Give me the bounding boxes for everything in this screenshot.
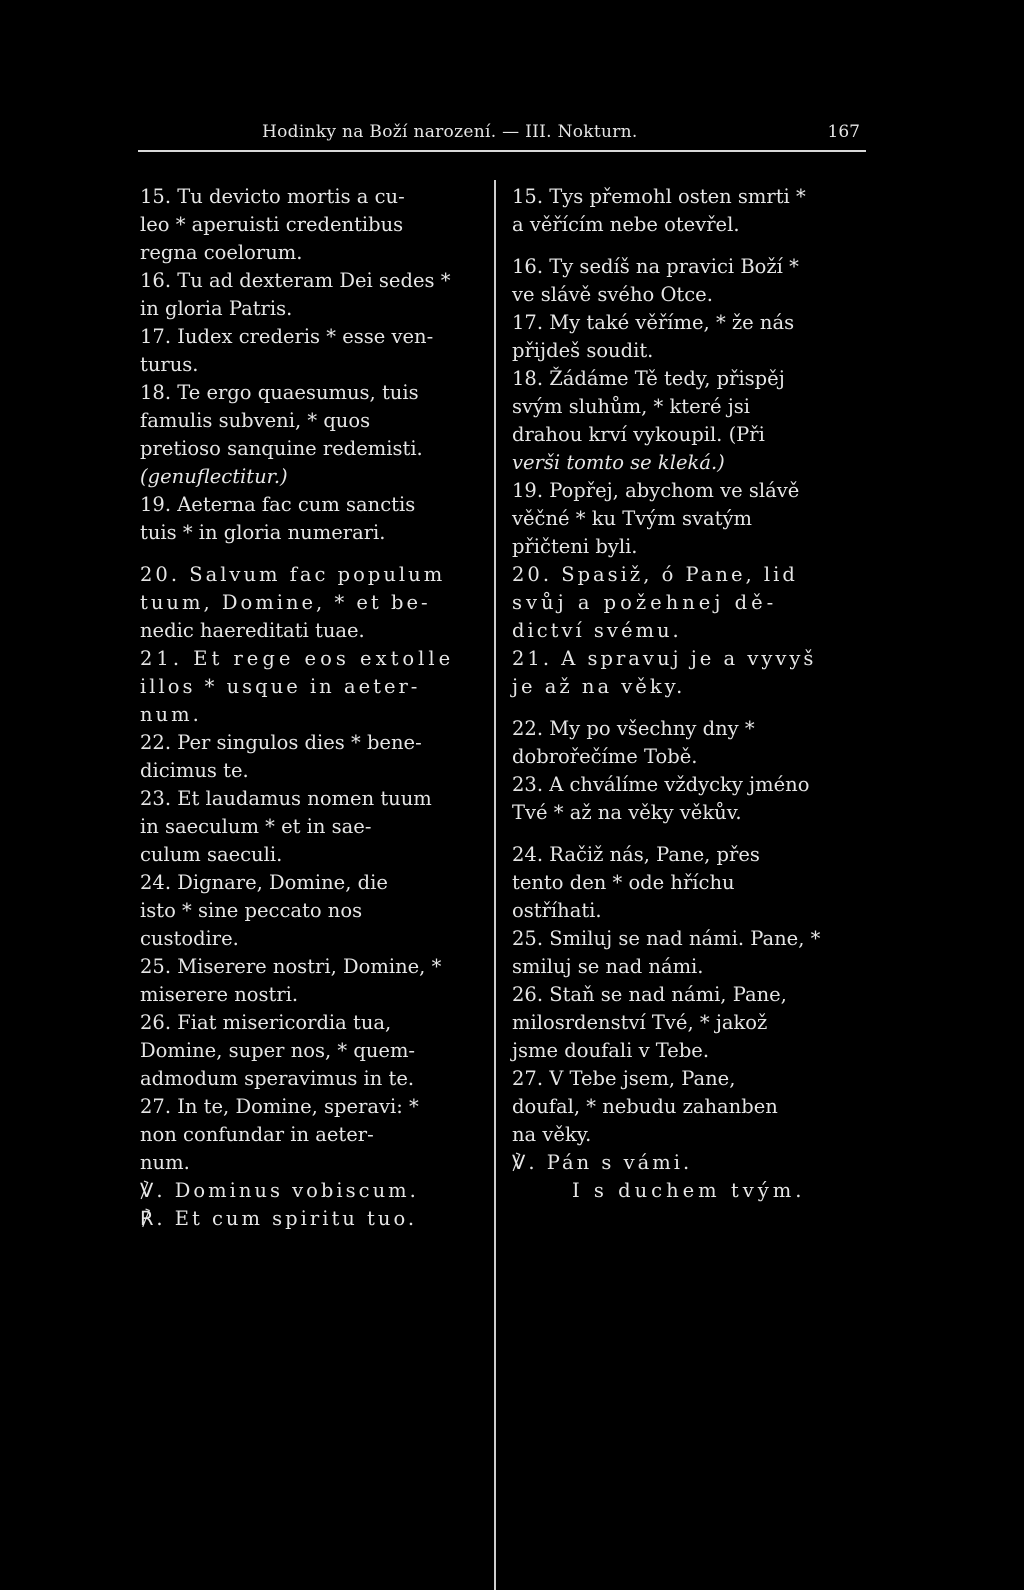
czech-line: 23. A chválíme vždycky jméno bbox=[512, 773, 810, 796]
column-divider bbox=[494, 180, 496, 1590]
latin-line: non confundar in aeter- bbox=[140, 1123, 374, 1146]
czech-line: ostříhati. bbox=[512, 899, 602, 922]
latin-line: miserere nostri. bbox=[140, 983, 299, 1006]
latin-line: custodire. bbox=[140, 927, 239, 950]
czech-line: 15. Tys přemohl osten smrti * bbox=[512, 185, 806, 208]
latin-line: num. bbox=[140, 1151, 190, 1174]
latin-line: regna coelorum. bbox=[140, 241, 303, 264]
latin-line: 17. Iudex crederis * esse ven- bbox=[140, 325, 434, 348]
latin-rubric: (genuflectitur.) bbox=[140, 465, 288, 488]
latin-line: tuis * in gloria numerari. bbox=[140, 521, 386, 544]
czech-line: 22. My po všechny dny * bbox=[512, 717, 755, 740]
latin-line: 24. Dignare, Domine, die bbox=[140, 871, 388, 894]
czech-line: dobrořečíme Tobě. bbox=[512, 745, 698, 768]
latin-line: leo * aperuisti credentibus bbox=[140, 213, 404, 236]
czech-line: 25. Smiluj se nad námi. Pane, * bbox=[512, 927, 821, 950]
czech-line: přijdeš soudit. bbox=[512, 339, 654, 362]
latin-line: 18. Te ergo quaesumus, tuis bbox=[140, 381, 419, 404]
latin-line: illos * usque in aeter- bbox=[140, 675, 421, 698]
czech-line: je až na věky. bbox=[512, 675, 686, 698]
latin-line: 27. In te, Domine, speravi: * bbox=[140, 1095, 419, 1118]
czech-column bbox=[512, 183, 864, 1205]
czech-line: smiluj se nad námi. bbox=[512, 955, 704, 978]
running-header bbox=[138, 120, 866, 146]
latin-line: pretioso sanquine redemisti. bbox=[140, 437, 423, 460]
czech-line: 24. Račiž nás, Pane, přes bbox=[512, 843, 760, 866]
czech-line: 27. V Tebe jsem, Pane, bbox=[512, 1067, 736, 1090]
czech-line: ve slávě svého Otce. bbox=[512, 283, 713, 306]
czech-line: Tvé * až na věky věkův. bbox=[512, 801, 742, 824]
czech-line: 20. Spasiž, ó Pane, lid bbox=[512, 563, 798, 586]
czech-line: přičteni byli. bbox=[512, 535, 638, 558]
latin-line: 15. Tu devicto mortis a cu- bbox=[140, 185, 405, 208]
latin-column bbox=[140, 183, 478, 1233]
latin-line: 22. Per singulos dies * bene- bbox=[140, 731, 422, 754]
latin-line: 21. Et rege eos extolle bbox=[140, 647, 455, 670]
czech-line: věčné * ku Tvým svatým bbox=[512, 507, 753, 530]
latin-line: 16. Tu ad dexteram Dei sedes * bbox=[140, 269, 451, 292]
czech-line: drahou krví vykoupil. (Při bbox=[512, 423, 765, 446]
latin-line: culum saeculi. bbox=[140, 843, 283, 866]
czech-line: a věřícím nebe otevřel. bbox=[512, 213, 740, 236]
czech-versicle: ℣. Pán s vámi. bbox=[512, 1151, 693, 1174]
czech-response: I s duchem tvým. bbox=[572, 1179, 806, 1202]
latin-line: Domine, super nos, * quem- bbox=[140, 1039, 416, 1062]
czech-line: tento den * ode hříchu bbox=[512, 871, 735, 894]
czech-line: 19. Popřej, abychom ve slávě bbox=[512, 479, 800, 502]
header-title: Hodinky na Boží narození. — III. Nokturn. bbox=[262, 122, 638, 142]
latin-line: 19. Aeterna fac cum sanctis bbox=[140, 493, 416, 516]
czech-line: svým sluhům, * které jsi bbox=[512, 395, 751, 418]
czech-line: 18. Žádáme Tě tedy, přispěj bbox=[512, 367, 785, 390]
czech-line: 16. Ty sedíš na pravici Boží * bbox=[512, 255, 799, 278]
latin-line: isto * sine peccato nos bbox=[140, 899, 363, 922]
latin-line: nedic haereditati tuae. bbox=[140, 619, 365, 642]
latin-line: dicimus te. bbox=[140, 759, 249, 782]
latin-line: 23. Et laudamus nomen tuum bbox=[140, 787, 432, 810]
czech-line: jsme doufali v Tebe. bbox=[512, 1039, 710, 1062]
latin-line: 26. Fiat misericordia tua, bbox=[140, 1011, 392, 1034]
czech-line: svůj a požehnej dě- bbox=[512, 591, 778, 614]
latin-line: turus. bbox=[140, 353, 199, 376]
czech-line: dictví svému. bbox=[512, 619, 682, 642]
latin-line: tuum, Domine, * et be- bbox=[140, 591, 431, 614]
latin-versicle: ℣. Dominus vobiscum. bbox=[140, 1179, 419, 1202]
latin-line: admodum speravimus in te. bbox=[140, 1067, 415, 1090]
czech-line: milosrdenství Tvé, * jakož bbox=[512, 1011, 768, 1034]
czech-line: 21. A spravuj je a vyvyš bbox=[512, 647, 817, 670]
latin-line: in gloria Patris. bbox=[140, 297, 293, 320]
latin-line: famulis subveni, * quos bbox=[140, 409, 371, 432]
czech-line: na věky. bbox=[512, 1123, 592, 1146]
czech-line: 17. My také věříme, * že nás bbox=[512, 311, 795, 334]
latin-response: ℟. Et cum spiritu tuo. bbox=[140, 1207, 418, 1230]
latin-line: 25. Miserere nostri, Domine, * bbox=[140, 955, 442, 978]
czech-line: doufal, * nebudu zahanben bbox=[512, 1095, 778, 1118]
latin-line: in saeculum * et in sae- bbox=[140, 815, 372, 838]
header-rule bbox=[138, 150, 866, 152]
page-number: 167 bbox=[827, 122, 860, 142]
latin-line: 20. Salvum fac populum bbox=[140, 563, 446, 586]
czech-line: 26. Staň se nad námi, Pane, bbox=[512, 983, 787, 1006]
latin-line: num. bbox=[140, 703, 202, 726]
czech-rubric: verši tomto se kleká.) bbox=[512, 451, 725, 474]
